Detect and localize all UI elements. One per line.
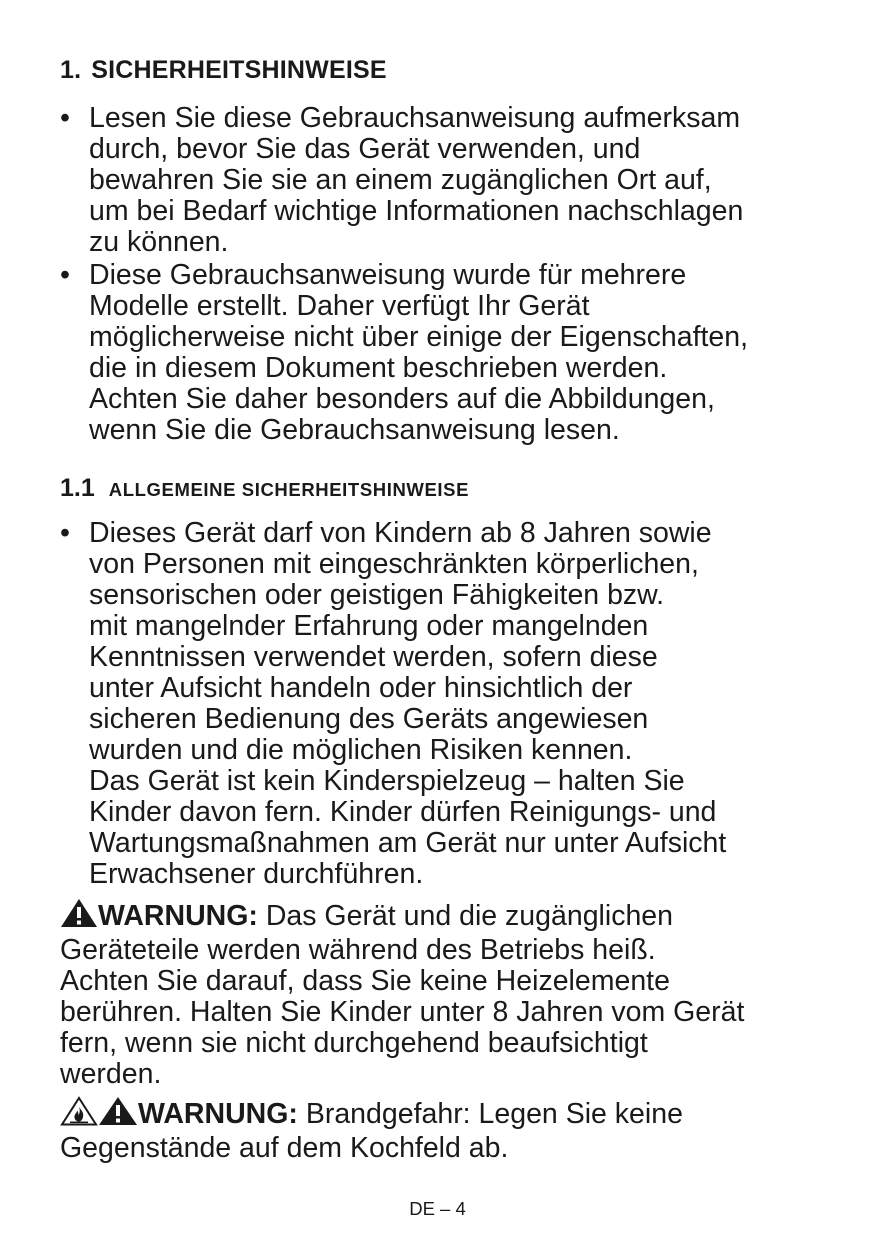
text-line: von Personen mit eingeschränkten körperlichen, [89, 548, 699, 580]
warning-first-line [60, 1096, 840, 1133]
warning-first-line [60, 898, 840, 935]
bullet-item [60, 260, 830, 446]
text-line: Wartungsmaßnahmen am Gerät nur unter Aufsicht [89, 827, 727, 859]
text-line: fern, wenn sie nicht durchgehend beaufsichtigt [60, 1027, 648, 1059]
warning-label: WARNUNG: [98, 900, 258, 932]
subsection-number: 1.1 [60, 474, 95, 502]
text-line: Das Gerät ist kein Kinderspielzeug – halten Sie [89, 765, 685, 797]
text-line: durch, bevor Sie das Gerät verwenden, und [89, 133, 641, 165]
text-line: • Diese Gebrauchsanweisung wurde für mehrere [89, 259, 687, 291]
page-number: DE – 4 [409, 1198, 466, 1219]
warning-triangle-icon [98, 1096, 138, 1133]
section-heading [60, 56, 387, 85]
text-line: mit mangelnder Erfahrung oder mangelnden [89, 610, 649, 642]
text-line: Erwachsener durchführen. [89, 858, 424, 890]
subsection-bullet-list [60, 518, 830, 890]
text-line: sicheren Bedienung des Geräts angewiesen [89, 703, 649, 735]
text-line: sensorischen oder geistigen Fähigkeiten bzw. [89, 579, 665, 611]
subsection-title: ALLGEMEINE SICHERHEITSHINWEISE [108, 479, 470, 500]
text-line: Geräteteile werden während des Betriebs heiß. [60, 934, 656, 966]
bullet-item [60, 518, 830, 890]
text-line: zu können. [89, 226, 229, 258]
warning-triangle-icon [60, 898, 98, 935]
section-bullet-list [60, 103, 830, 446]
text-line: die in diesem Dokument beschrieben werden. [89, 352, 668, 384]
text-line: • Lesen Sie diese Gebrauchsanweisung aufmerksam [89, 102, 741, 134]
text-line: wurden und die möglichen Risiken kennen. [89, 734, 633, 766]
text-line: berühren. Halten Sie Kinder unter 8 Jahren vom Gerät [60, 996, 745, 1028]
fire-hazard-icon [60, 1096, 98, 1133]
subsection-heading [60, 474, 469, 503]
warning-text: Das Gerät und die zugänglichen [257, 900, 674, 932]
section-number: 1. [60, 56, 82, 84]
text-line: bewahren Sie sie an einem zugänglichen Ort auf, [89, 164, 712, 196]
text-line: Gegenstände auf dem Kochfeld ab. [60, 1132, 509, 1164]
text-line: möglicherweise nicht über einige der Eigenschaften, [89, 321, 749, 353]
warning-label: WARNUNG: [138, 1098, 298, 1130]
text-line: Kenntnissen verwendet werden, sofern diese [89, 641, 658, 673]
warning-block-hot-surface [60, 898, 840, 1090]
text-line: Achten Sie daher besonders auf die Abbildungen, [89, 383, 715, 415]
text-line: • Dieses Gerät darf von Kindern ab 8 Jahren sowie [89, 517, 712, 549]
warning-block-fire-hazard [60, 1096, 840, 1164]
text-line: unter Aufsicht handeln oder hinsichtlich der [89, 672, 633, 704]
warning-text: Brandgefahr: Legen Sie keine [297, 1098, 683, 1130]
text-line: werden. [60, 1058, 162, 1090]
text-line: Kinder davon fern. Kinder dürfen Reinigungs- und [89, 796, 717, 828]
bullet-item [60, 103, 830, 258]
section-title: SICHERHEITSHINWEISE [91, 56, 387, 84]
text-line: Achten Sie darauf, dass Sie keine Heizelemente [60, 965, 670, 997]
text-line: wenn Sie die Gebrauchsanweisung lesen. [89, 414, 620, 446]
text-line: um bei Bedarf wichtige Informationen nachschlagen [89, 195, 744, 227]
text-line: Modelle erstellt. Daher verfügt Ihr Gerät [89, 290, 590, 322]
